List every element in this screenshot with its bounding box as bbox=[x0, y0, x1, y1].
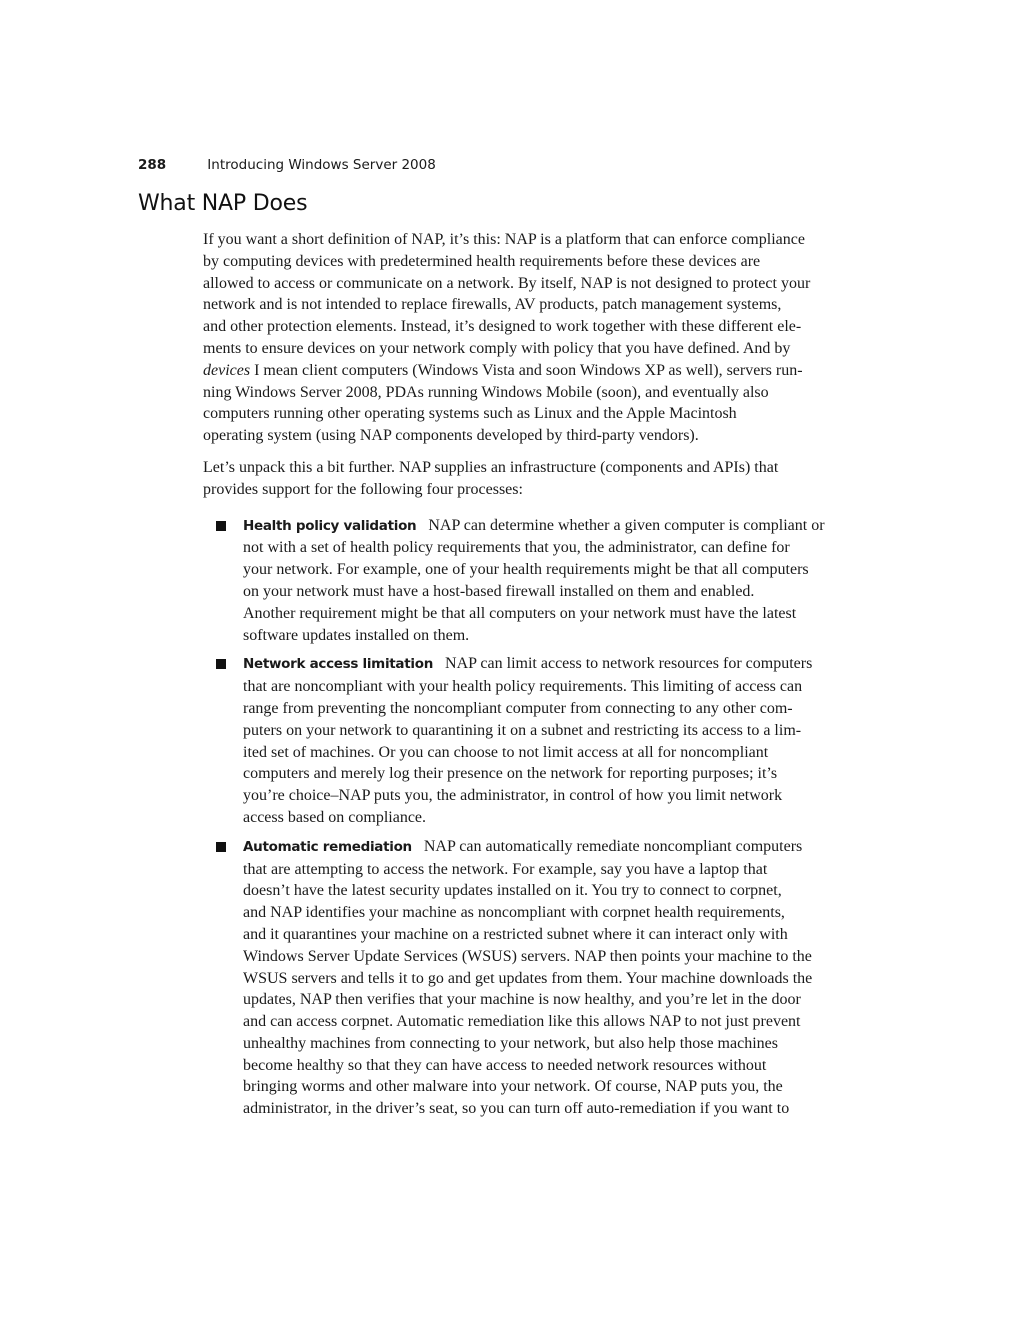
square-bullet-icon bbox=[216, 521, 226, 531]
paragraph-intro-processes bbox=[203, 457, 863, 501]
text-line: and NAP identifies your machine as noncompliant with corpnet health requirements, bbox=[243, 904, 785, 922]
italic-term: devices bbox=[203, 361, 251, 379]
square-bullet-icon bbox=[216, 659, 226, 669]
text-line: WSUS servers and tells it to go and get updates from them. Your machine downloads the bbox=[243, 969, 813, 987]
text-line bbox=[243, 515, 863, 538]
text-line: network and is not intended to replace firewalls, AV products, patch management systems, bbox=[203, 296, 782, 314]
page-number: 288 bbox=[138, 157, 167, 173]
text-line: If you want a short definition of NAP, it’s this: NAP is a platform that can enforce compliance bbox=[203, 231, 805, 248]
text-line: and can access corpnet. Automatic remediation like this allows NAP to not just prevent bbox=[243, 1013, 801, 1031]
square-bullet-icon bbox=[216, 842, 226, 852]
text-line: Let’s unpack this a bit further. NAP supplies an infrastructure (components and APIs) that bbox=[203, 458, 779, 476]
process-list bbox=[203, 515, 863, 1121]
text-line: provides support for the following four processes: bbox=[203, 480, 523, 498]
text-line: doesn’t have the latest security updates installed on it. You try to connect to corpnet, bbox=[243, 882, 782, 900]
text-fragment: NAP can automatically remediate noncompliant computers bbox=[423, 837, 803, 855]
running-head bbox=[138, 156, 436, 174]
text-fragment: NAP can determine whether a given computer is compliant or bbox=[428, 516, 825, 534]
text-line: range from preventing the noncompliant computer from connecting to any other com- bbox=[243, 699, 793, 717]
text-line: that are attempting to access the network. For example, say you have a laptop that bbox=[243, 860, 768, 878]
text-line: unhealthy machines from connecting to your network, but also help those machines bbox=[243, 1034, 778, 1052]
section-title: What NAP Does bbox=[138, 191, 308, 216]
text-line bbox=[203, 360, 863, 382]
text-line: become healthy so that they can have access to needed network resources without bbox=[243, 1056, 767, 1074]
text-line: that are noncompliant with your health policy requirements. This limiting of access can bbox=[243, 678, 803, 696]
text-fragment: NAP can limit access to network resources for computers bbox=[445, 655, 813, 673]
text-line: ning Windows Server 2008, PDAs running Windows Mobile (soon), and eventually also bbox=[203, 383, 769, 401]
text-line: operating system (using NAP components developed by third-party vendors). bbox=[203, 427, 699, 445]
text-line: Another requirement might be that all computers on your network must have the latest bbox=[243, 604, 797, 622]
text-line: computers and merely log their presence on the network for reporting purposes; it’s bbox=[243, 765, 778, 783]
paragraph-definition bbox=[203, 229, 863, 447]
text-line bbox=[243, 653, 863, 676]
text-line: not with a set of health policy requirements that you, the administrator, can define for bbox=[243, 539, 790, 557]
book-title: Introducing Windows Server 2008 bbox=[207, 157, 436, 173]
text-line bbox=[243, 836, 863, 859]
bullet-term: Network access limitation bbox=[243, 656, 434, 673]
text-line: software updates installed on them. bbox=[243, 626, 470, 644]
text-line: ments to ensure devices on your network comply with policy that you have defined. And by bbox=[203, 339, 791, 357]
body-text bbox=[203, 229, 863, 1127]
text-fragment: I mean client computers (Windows Vista and soon Windows XP as well), servers run- bbox=[250, 361, 803, 379]
text-line: bringing worms and other malware into your network. Of course, NAP puts you, the bbox=[243, 1078, 783, 1096]
text-line: computers running other operating systems such as Linux and the Apple Macintosh bbox=[203, 405, 737, 423]
text-line: administrator, in the driver’s seat, so you can turn off auto-remediation if you want to bbox=[243, 1100, 790, 1118]
text-line: and other protection elements. Instead, it’s designed to work together with these different ele- bbox=[203, 318, 802, 336]
list-item-network-access-limitation bbox=[203, 653, 863, 828]
text-line: by computing devices with predetermined health requirements before these devices are bbox=[203, 252, 761, 270]
bullet-term: Automatic remediation bbox=[243, 838, 412, 855]
text-line: your network. For example, one of your health requirements might be that all computers bbox=[243, 561, 809, 579]
text-line: puters on your network to quarantining it on a subnet and restricting its access to a lim- bbox=[243, 721, 802, 739]
text-line: updates, NAP then verifies that your machine is now healthy, and you’re let in the door bbox=[243, 991, 801, 1009]
list-item-health-policy-validation bbox=[203, 515, 863, 647]
text-line: you’re choice–NAP puts you, the administrator, in control of how you limit network bbox=[243, 787, 783, 805]
text-line: access based on compliance. bbox=[243, 808, 427, 826]
text-line: and it quarantines your machine on a restricted subnet where it can interact only with bbox=[243, 925, 788, 943]
text-line: Windows Server Update Services (WSUS) servers. NAP then points your machine to the bbox=[243, 947, 812, 965]
text-line: on your network must have a host-based firewall installed on them and enabled. bbox=[243, 582, 755, 600]
bullet-term: Health policy validation bbox=[243, 517, 417, 534]
text-line: allowed to access or communicate on a network. By itself, NAP is not designed to protect your bbox=[203, 274, 811, 292]
text-line: ited set of machines. Or you can choose to not limit access at all for noncompliant bbox=[243, 743, 769, 761]
list-item-automatic-remediation bbox=[203, 836, 863, 1120]
